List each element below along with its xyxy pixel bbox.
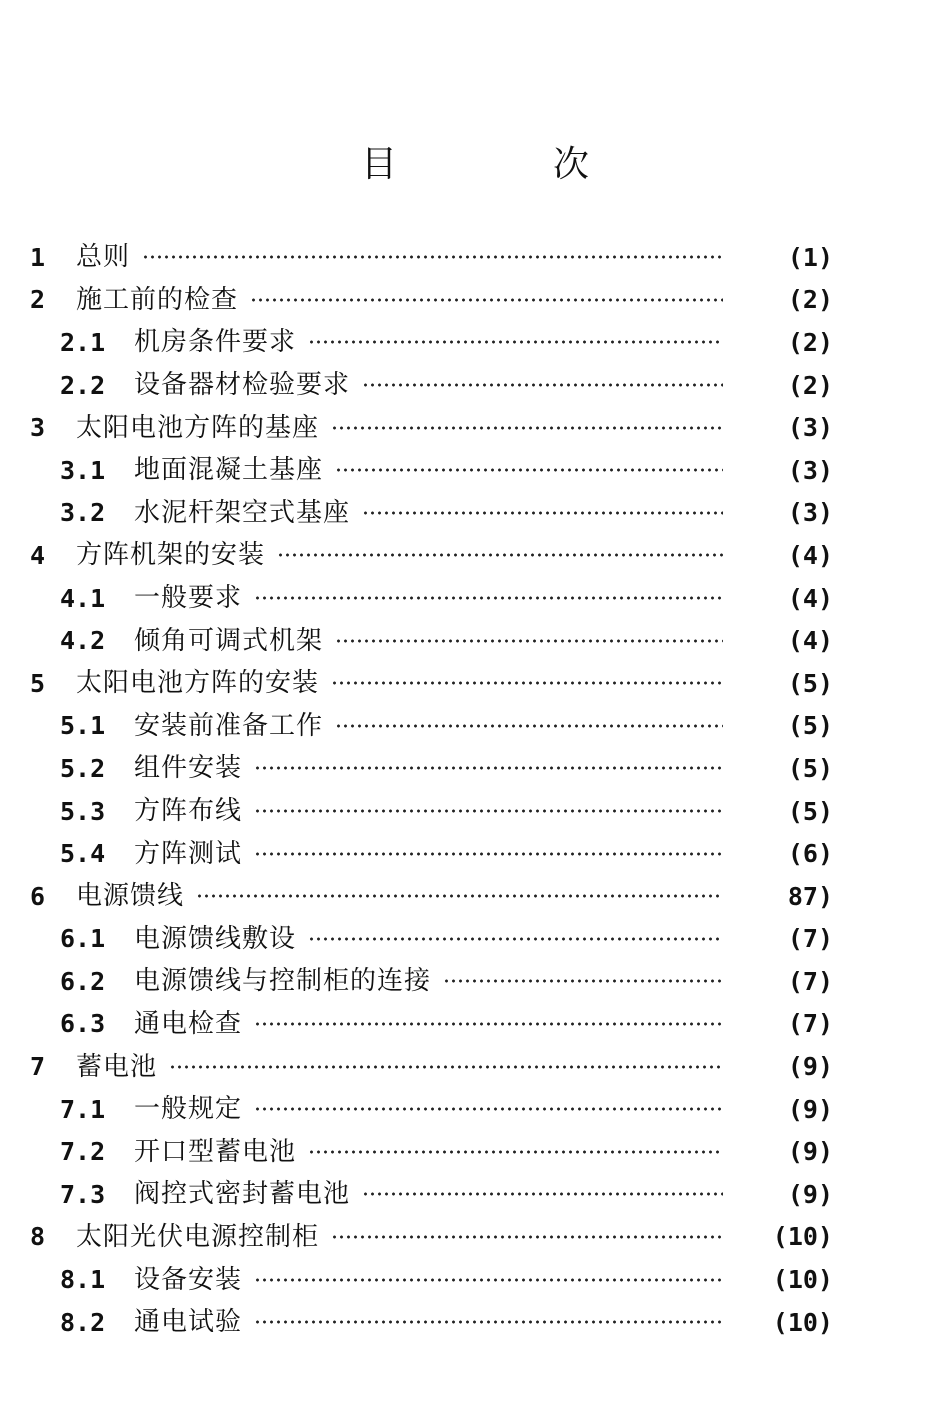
toc-entry-number: 3 — [30, 413, 46, 443]
toc-entry-title: 太阳光伏电源控制柜 — [76, 1221, 320, 1252]
dot-leader — [250, 298, 723, 302]
toc-entry-number: 1 — [30, 242, 46, 272]
toc-entry[interactable] — [0, 960, 950, 1003]
toc-entry-number: 5.3 — [60, 796, 106, 826]
toc-entry[interactable] — [0, 321, 950, 364]
toc-entry-number: 2 — [30, 285, 46, 315]
toc-entry-page: (9) — [787, 1094, 833, 1124]
dot-leader — [254, 809, 723, 813]
toc-entry-title: 电源馈线与控制柜的连接 — [134, 966, 432, 997]
toc-entry-page: (5) — [787, 753, 833, 783]
toc-entry-title: 方阵布线 — [134, 796, 243, 827]
toc-entry-title: 一般规定 — [134, 1094, 243, 1125]
dot-leader — [254, 1107, 723, 1111]
dot-leader — [254, 1278, 723, 1282]
dot-leader — [335, 724, 723, 728]
toc-entry-page: (10) — [772, 1307, 833, 1337]
toc-entry-page: (10) — [772, 1222, 833, 1252]
toc-entry[interactable] — [0, 790, 950, 833]
toc-entry[interactable] — [0, 1173, 950, 1216]
dot-leader — [331, 1235, 723, 1239]
toc-entry-page: (7) — [787, 966, 833, 996]
toc-entry-page: (3) — [787, 455, 833, 485]
toc-entry-number: 8.1 — [60, 1265, 106, 1295]
dot-leader — [331, 681, 723, 685]
toc-entry-page: (10) — [772, 1265, 833, 1295]
toc-entry-title: 设备安装 — [134, 1264, 243, 1295]
toc-entry[interactable] — [0, 1003, 950, 1046]
toc-entry-page: 87) — [787, 881, 833, 911]
toc-entry-page: (2) — [787, 327, 833, 357]
toc-entry-number: 6.2 — [60, 966, 106, 996]
toc-entry-page: (2) — [787, 370, 833, 400]
dot-leader — [254, 852, 723, 856]
toc-entry[interactable] — [0, 918, 950, 961]
toc-entry-title: 安装前准备工作 — [134, 710, 324, 741]
toc-entry-number: 4.2 — [60, 626, 106, 656]
toc-entry-number: 3.2 — [60, 498, 106, 528]
dot-leader — [443, 979, 723, 983]
toc-entry-title: 机房条件要求 — [134, 327, 297, 358]
dot-leader — [308, 340, 723, 344]
toc-entry[interactable] — [0, 875, 950, 918]
toc-entry-page: (5) — [787, 796, 833, 826]
toc-entry-page: (6) — [787, 839, 833, 869]
toc-entry-page: (2) — [787, 285, 833, 315]
dot-leader — [362, 383, 723, 387]
toc-entry[interactable] — [0, 747, 950, 790]
toc-entry-number: 6 — [30, 881, 46, 911]
dot-leader — [335, 468, 723, 472]
toc-entry-number: 5.4 — [60, 839, 106, 869]
dot-leader — [335, 639, 723, 643]
toc-entry-title: 设备器材检验要求 — [134, 370, 351, 401]
toc-entry[interactable] — [0, 705, 950, 748]
dot-leader — [196, 894, 723, 898]
toc-entry[interactable] — [0, 1045, 950, 1088]
toc-entry-number: 5.1 — [60, 711, 106, 741]
toc-entry-number: 3.1 — [60, 455, 106, 485]
toc-entry-number: 7.2 — [60, 1137, 106, 1167]
page-title: 目 次 — [360, 144, 649, 185]
toc-entry-title: 太阳电池方阵的安装 — [76, 668, 320, 699]
toc-entry[interactable] — [0, 832, 950, 875]
toc-entry-page: (4) — [787, 540, 833, 570]
toc-entry-number: 7.3 — [60, 1179, 106, 1209]
toc-entry-title: 地面混凝土基座 — [134, 455, 324, 486]
toc-entry-page: (9) — [787, 1137, 833, 1167]
toc-entry-page: (9) — [787, 1179, 833, 1209]
toc-entry-title: 方阵机架的安装 — [76, 540, 266, 571]
toc-entry-title: 方阵测试 — [134, 838, 243, 869]
toc-entry-page: (4) — [787, 583, 833, 613]
toc-entry-number: 6.3 — [60, 1009, 106, 1039]
toc-entry-title: 电源馈线敷设 — [134, 923, 297, 954]
dot-leader — [308, 1150, 723, 1154]
toc-entry[interactable] — [0, 406, 950, 449]
toc-entry[interactable] — [0, 1301, 950, 1344]
toc-entry[interactable] — [0, 279, 950, 322]
toc-entry-number: 2.2 — [60, 370, 106, 400]
dot-leader — [308, 937, 723, 941]
dot-leader — [277, 553, 723, 557]
toc-entry[interactable] — [0, 1216, 950, 1259]
toc-entry-page: (7) — [787, 924, 833, 954]
toc-entry-title: 太阳电池方阵的基座 — [76, 412, 320, 443]
toc-entry-number: 5 — [30, 668, 46, 698]
toc-entry-number: 8 — [30, 1222, 46, 1252]
toc-entry-number: 5.2 — [60, 753, 106, 783]
toc-entry-number: 6.1 — [60, 924, 106, 954]
toc-entry[interactable] — [0, 1258, 950, 1301]
dot-leader — [254, 596, 723, 600]
dot-leader — [142, 255, 723, 259]
toc-entry[interactable] — [0, 236, 950, 279]
toc-entry-page: (4) — [787, 626, 833, 656]
toc-entry-number: 7.1 — [60, 1094, 106, 1124]
toc-entry[interactable] — [0, 449, 950, 492]
toc-entry-page: (3) — [787, 498, 833, 528]
toc-entry-page: (5) — [787, 668, 833, 698]
dot-leader — [254, 1320, 723, 1324]
toc-entry[interactable] — [0, 364, 950, 407]
toc-entry-title: 一般要求 — [134, 583, 243, 614]
table-of-contents — [0, 236, 950, 1343]
dot-leader — [254, 766, 723, 770]
toc-entry[interactable] — [0, 619, 950, 662]
toc-entry[interactable] — [0, 492, 950, 535]
toc-entry[interactable] — [0, 577, 950, 620]
toc-entry-page: (7) — [787, 1009, 833, 1039]
toc-entry-title: 开口型蓄电池 — [134, 1136, 297, 1167]
toc-entry-title: 电源馈线 — [76, 881, 185, 912]
dot-leader — [362, 511, 723, 515]
toc-entry-title: 通电检查 — [134, 1008, 243, 1039]
toc-entry[interactable] — [0, 534, 950, 577]
toc-entry[interactable] — [0, 1088, 950, 1131]
toc-entry-page: (3) — [787, 413, 833, 443]
toc-entry-page: (1) — [787, 242, 833, 272]
dot-leader — [254, 1022, 723, 1026]
toc-entry-number: 4 — [30, 540, 46, 570]
toc-entry-title: 蓄电池 — [76, 1051, 158, 1082]
toc-entry-number: 4.1 — [60, 583, 106, 613]
toc-entry[interactable] — [0, 1130, 950, 1173]
dot-leader — [169, 1065, 723, 1069]
toc-entry-title: 水泥杆架空式基座 — [134, 497, 351, 528]
toc-entry-page: (5) — [787, 711, 833, 741]
toc-entry-page: (9) — [787, 1052, 833, 1082]
dot-leader — [362, 1192, 723, 1196]
toc-entry-number: 8.2 — [60, 1307, 106, 1337]
dot-leader — [331, 426, 723, 430]
toc-entry-title: 施工前的检查 — [76, 284, 239, 315]
toc-entry[interactable] — [0, 662, 950, 705]
toc-entry-title: 组件安装 — [134, 753, 243, 784]
toc-entry-title: 阀控式密封蓄电池 — [134, 1179, 351, 1210]
toc-entry-number: 2.1 — [60, 327, 106, 357]
toc-entry-number: 7 — [30, 1052, 46, 1082]
toc-entry-title: 总则 — [76, 242, 131, 273]
toc-entry-title: 倾角可调式机架 — [134, 625, 324, 656]
toc-entry-title: 通电试验 — [134, 1307, 243, 1338]
